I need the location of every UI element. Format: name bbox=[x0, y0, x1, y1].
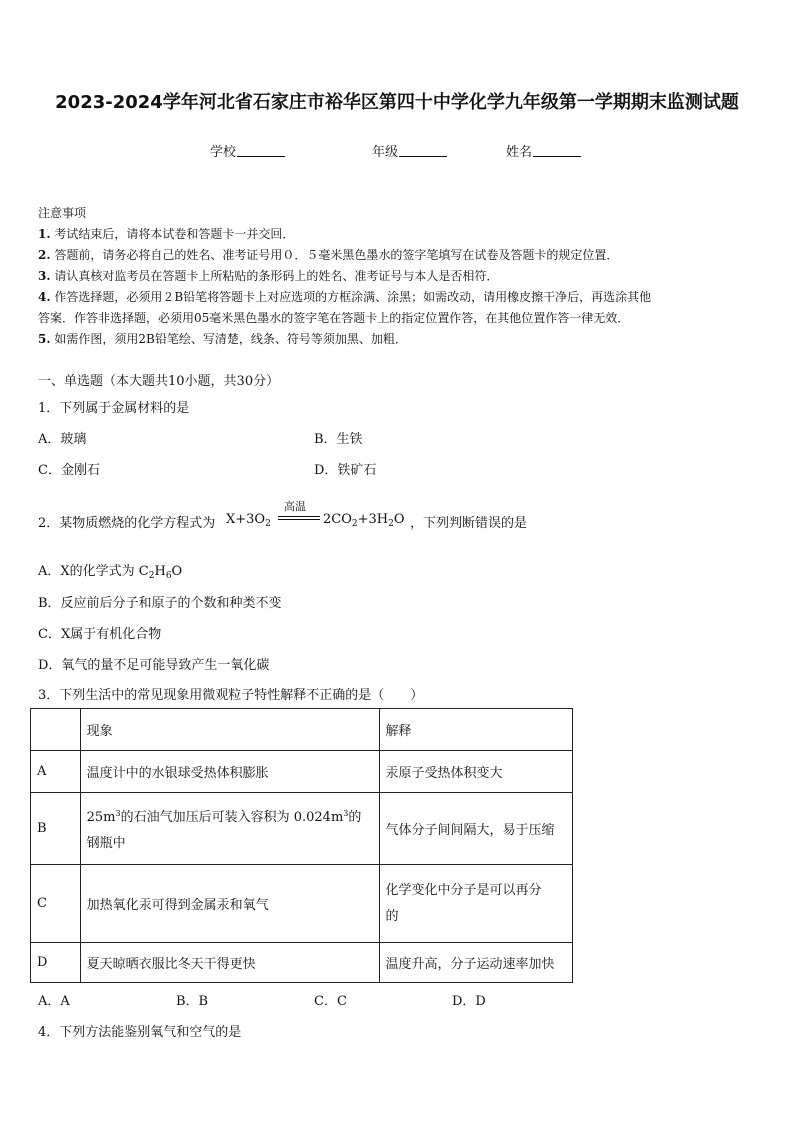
table-row bbox=[31, 751, 573, 793]
row-explanation: 化学变化中分子是可以再分 的 bbox=[379, 865, 573, 943]
q2-suffix: ，下列判断错误的是 bbox=[410, 516, 528, 531]
q2-reactants: $X+3O_2$ bbox=[226, 512, 271, 529]
notes-item: 1. 考试结束后，请将本试卷和答题卡一并交回． bbox=[38, 227, 295, 241]
section-heading: 一、单选题（本大题共10小题，共30分） bbox=[38, 374, 280, 389]
table-header-row bbox=[31, 709, 573, 751]
name-label: 姓名 bbox=[506, 145, 533, 160]
notes-heading: 注意事项 bbox=[38, 206, 87, 220]
row-explanation: 温度升高，分子运动速率加快 bbox=[379, 943, 573, 983]
notes-item: 5. 如需作图，须用2B铅笔绘、写清楚，线条、符号等须加黑、加粗． bbox=[38, 332, 407, 346]
table-header-cell: 解释 bbox=[379, 709, 573, 751]
notes-item: 4. 作答选择题，必须用２B铅笔将答题卡上对应选项的方框涂满、涂黑；如需改动，请用橡皮擦干净后，再选涂其他 bbox=[38, 290, 652, 304]
q1-option-d[interactable]: D．铁矿石 bbox=[314, 463, 377, 478]
row-key: D bbox=[31, 943, 81, 983]
row-key: B bbox=[31, 793, 81, 865]
notes-item: 3. 请认真核对监考员在答题卡上所粘贴的条形码上的姓名、准考证号与本人是否相符． bbox=[38, 269, 499, 283]
q2-equal-line-top bbox=[278, 516, 320, 517]
school-field[interactable] bbox=[210, 141, 285, 160]
row-phenomenon: 夏天晾晒衣服比冬天干得更快 bbox=[80, 943, 379, 983]
q3-option-d[interactable]: D．D bbox=[452, 994, 486, 1009]
row-key: C bbox=[31, 865, 81, 943]
name-field[interactable] bbox=[506, 141, 581, 160]
q2-products: $2CO_2+3H_2O$ bbox=[323, 512, 405, 529]
table-row bbox=[31, 943, 573, 983]
q1-option-a[interactable]: A．玻璃 bbox=[38, 432, 87, 447]
q2-option-c[interactable]: C．X属于有机化合物 bbox=[38, 627, 162, 642]
table-row bbox=[31, 793, 573, 865]
page-title: 2023-2024学年河北省石家庄市裕华区第四十中学化学九年级第一学期期末监测试题 bbox=[55, 92, 739, 113]
row-phenomenon: 加热氧化汞可得到金属汞和氧气 bbox=[80, 865, 379, 943]
q1-stem: 1．下列属于金属材料的是 bbox=[38, 401, 190, 416]
q3-option-b[interactable]: B．B bbox=[176, 994, 209, 1009]
school-blank[interactable] bbox=[237, 144, 285, 157]
q2-condition: 高温 bbox=[284, 500, 306, 513]
row-explanation: 气体分子间间隔大，易于压缩 bbox=[379, 793, 573, 865]
row-key: A bbox=[31, 751, 81, 793]
q3-option-c[interactable]: C．C bbox=[314, 994, 347, 1009]
q2-option-a[interactable]: A．X的化学式为 $C_2H_6O$ bbox=[38, 564, 183, 581]
q2-stem bbox=[38, 498, 598, 538]
q2-option-d[interactable]: D．氧气的量不足可能导致产生一氧化碳 bbox=[38, 658, 270, 673]
row-phenomenon: 温度计中的水银球受热体积膨胀 bbox=[80, 751, 379, 793]
q2-equal-line-bottom bbox=[278, 519, 320, 520]
notes-item: 2. 答题前，请务必将自己的姓名、准考证号用０．５毫米黑色墨水的签字笔填写在试卷及答题卡的规定位置． bbox=[38, 248, 619, 262]
q3-option-a[interactable]: A．A bbox=[38, 994, 70, 1009]
q2-option-b[interactable]: B．反应前后分子和原子的个数和种类不变 bbox=[38, 596, 282, 611]
q1-option-b[interactable]: B．生铁 bbox=[314, 432, 363, 447]
grade-label: 年级 bbox=[372, 145, 399, 160]
table-header-cell: 现象 bbox=[80, 709, 379, 751]
school-label: 学校 bbox=[210, 145, 237, 160]
q3-stem: 3．下列生活中的常见现象用微观粒子特性解释不正确的是（ ） bbox=[38, 688, 424, 703]
q2-prefix: 2．某物质燃烧的化学方程式为 bbox=[38, 516, 216, 531]
table-row bbox=[31, 865, 573, 943]
grade-field[interactable] bbox=[372, 141, 447, 160]
notes-item-continued: 答案．作答非选择题，必须用05毫米黑色墨水的签字笔在答题卡上的指定位置作答，在其他位置作答一律无效． bbox=[38, 311, 630, 325]
row-explanation: 汞原子受热体积变大 bbox=[379, 751, 573, 793]
q1-option-c[interactable]: C．金刚石 bbox=[38, 463, 100, 478]
row-phenomenon: $25m^3$的石油气加压后可装入容积为 $0.024m^3$的 钢瓶中 bbox=[80, 793, 379, 865]
name-blank[interactable] bbox=[533, 144, 581, 157]
q3-table bbox=[30, 708, 573, 983]
q4-stem: 4．下列方法能鉴别氧气和空气的是 bbox=[38, 1025, 242, 1040]
table-header-cell bbox=[31, 709, 81, 751]
grade-blank[interactable] bbox=[399, 144, 447, 157]
